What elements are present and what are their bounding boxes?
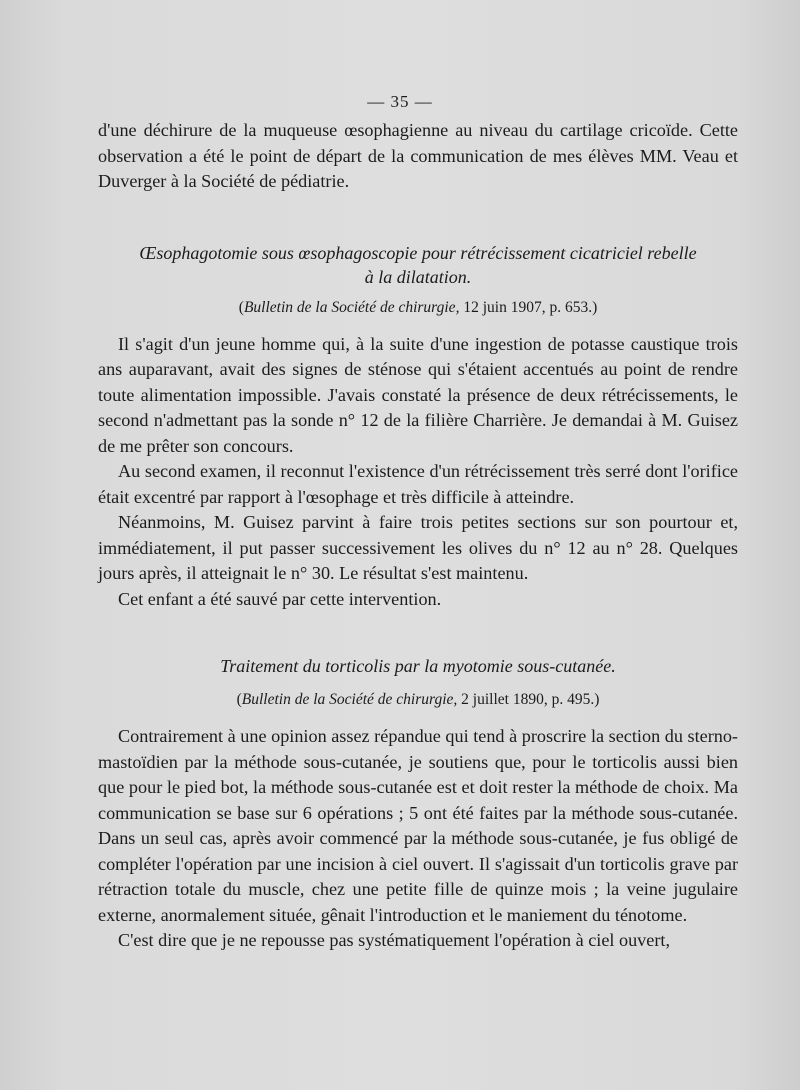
paragraph: Au second examen, il reconnut l'existence d'un rétrécissement très serré dont l'orifice était excentré par rapport à l'œsophage et très difficile à atteindre. <box>98 461 738 507</box>
section-title-line-1: Traitement du torticolis par la myotomie sous-cutanée. <box>220 656 616 676</box>
intro-paragraph: d'une déchirure de la muqueuse œsophagienne au niveau du cartilage cricoïde. Cette observation a été le point de départ de la communication de mes élèves MM. Veau et Duverger à la Société de pédiatrie. <box>98 120 738 191</box>
page-content <box>98 118 738 954</box>
citation-open: ( <box>238 298 244 316</box>
section-title <box>98 241 738 289</box>
citation <box>98 298 738 318</box>
section-title-line-1: Œsophagotomie sous œsophagoscopie pour rétrécissement cicatriciel rebelle <box>139 242 697 263</box>
citation-date-page: 2 juillet 1890, p. 495.) <box>457 691 600 708</box>
page-number: — 35 — <box>367 92 433 111</box>
paragraph: Cet enfant a été sauvé par cette intervention. <box>118 588 442 609</box>
paragraph: Contrairement à une opinion assez répandue qui tend à proscrire la section du sterno-mastoïdien par la méthode sous-cutanée, je soutiens que, pour le torticolis aussi bien que pour le pied bot, la méthode sous-cutanée est et doit rester la méthode de choix. Ma communication se base sur 6 opérations ; 5 ont été faites par la méthode sous-cutanée. Dans un seul cas, après avoir commencé par la méthode sous-cutanée, je fus obligé de compléter l'opération par une incision à ciel ouvert. Il s'agissait d'un torticolis grave par rétraction totale du muscle, chez une petite fille de quinze mois ; la veine jugulaire externe, anormalement située, gênait l'introduction et le maniement du ténotome. <box>98 726 738 925</box>
paragraph: C'est dire que je ne repousse pas systématiquement l'opération à ciel ouvert, <box>118 930 671 950</box>
citation-open: ( <box>236 691 242 708</box>
section-title-line-2: à la dilatation. <box>364 266 472 287</box>
section-esophagotomy <box>98 241 738 613</box>
section-title <box>98 654 738 678</box>
paragraph: Néanmoins, M. Guisez parvint à faire trois petites sections sur son pourtour et, immédiatement, il put passer successivement les olives du n° 12 au n° 28. Quelques jours après, il atteignait le n° 30. Le résultat s'est maintenu. <box>98 512 738 583</box>
paragraph: Il s'agit d'un jeune homme qui, à la suite d'une ingestion de potasse caustique trois ans auparavant, avait des signes de sténose qui s'étaient accentués au point de rendre toute alimentation impossible. J'avais constaté la présence de deux rétrécissements, le second n'admettant pas la sonde n° 12 de la filière Charrière. Je demandai à M. Guisez de me prêter son concours. <box>98 333 738 456</box>
section-torticollis <box>98 654 738 954</box>
citation-date-page: 12 juin 1907, p. 653.) <box>459 298 598 316</box>
citation <box>98 690 738 710</box>
citation-journal: Bulletin de la Société de chirurgie, <box>243 298 460 316</box>
citation-journal: Bulletin de la Société de chirurgie, <box>241 691 458 708</box>
